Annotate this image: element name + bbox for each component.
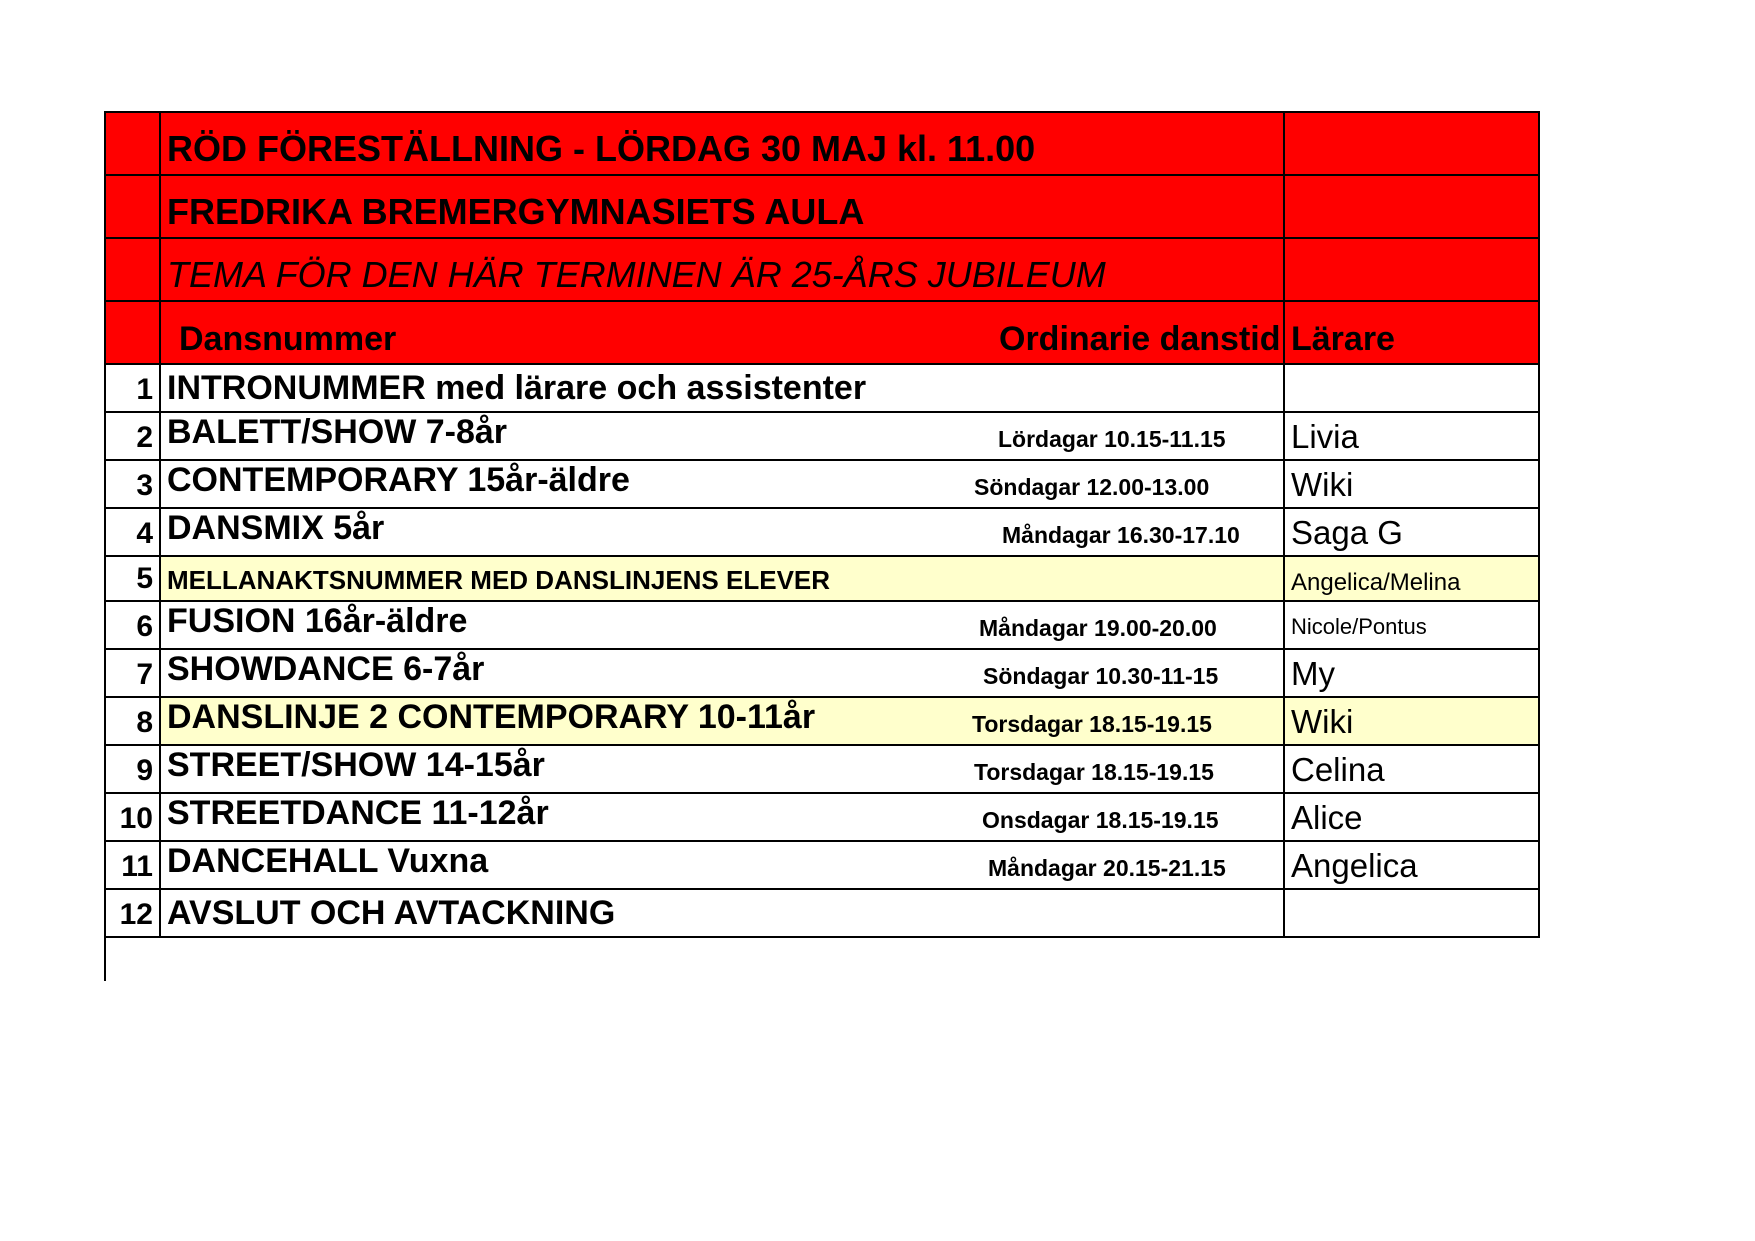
teacher-name: My — [1291, 655, 1335, 692]
header-row-venue — [106, 176, 1540, 239]
dance-name: DANSMIX 5år — [167, 509, 385, 547]
teacher-name: Wiki — [1291, 466, 1354, 503]
teacher-name: Saga G — [1291, 514, 1403, 551]
column-header-row — [106, 302, 1540, 365]
row-number: 7 — [136, 658, 153, 691]
teacher-name: Wiki — [1291, 703, 1354, 740]
program-table — [106, 113, 1540, 938]
table-row — [106, 365, 1540, 413]
dance-name: STREET/SHOW 14-15år — [167, 746, 545, 784]
row-number: 6 — [136, 610, 153, 643]
row-number: 1 — [136, 373, 153, 406]
dance-name: MELLANAKTSNUMMER MED DANSLINJENS ELEVER — [167, 565, 831, 595]
column-header-time: Ordinarie danstid — [999, 320, 1281, 358]
dance-time: Måndagar 20.15-21.15 — [988, 855, 1226, 881]
row-number: 5 — [136, 562, 153, 595]
table-row — [106, 461, 1540, 509]
row-number: 8 — [136, 706, 153, 739]
header-row-theme — [106, 239, 1540, 302]
dance-name: INTRONUMMER med lärare och assistenter — [167, 369, 867, 407]
dance-name: FUSION 16år-äldre — [167, 602, 468, 640]
dance-name: AVSLUT OCH AVTACKNING — [167, 894, 616, 932]
teacher-name: Livia — [1291, 418, 1359, 455]
dance-time: Onsdagar 18.15-19.15 — [982, 807, 1219, 833]
dance-time: Måndagar 19.00-20.00 — [979, 615, 1217, 641]
teacher-name: Celina — [1291, 751, 1385, 788]
row-number: 9 — [136, 754, 153, 787]
row-number: 4 — [136, 517, 153, 550]
dance-time: Söndagar 10.30-11-15 — [983, 663, 1219, 689]
dance-name: DANSLINJE 2 CONTEMPORARY 10-11år — [167, 698, 816, 736]
teacher-name: Angelica — [1291, 847, 1418, 884]
column-header-dance: Dansnummer — [179, 320, 397, 358]
dance-time: Torsdagar 18.15-19.15 — [974, 759, 1214, 785]
dance-time: Lördagar 10.15-11.15 — [998, 426, 1226, 452]
venue-title: FREDRIKA BREMERGYMNASIETS AULA — [167, 191, 865, 232]
table-row — [106, 650, 1540, 698]
dance-name: CONTEMPORARY 15år-äldre — [167, 461, 630, 499]
row-number: 2 — [136, 421, 153, 454]
table-row — [106, 890, 1540, 938]
header-row-title — [106, 113, 1540, 176]
table-row — [106, 698, 1540, 746]
teacher-name: Nicole/Pontus — [1291, 614, 1427, 639]
performance-title: RÖD FÖRESTÄLLNING - LÖRDAG 30 MAJ kl. 11.00 — [167, 128, 1036, 169]
dance-time: Måndagar 16.30-17.10 — [1002, 522, 1240, 548]
dance-time: Torsdagar 18.15-19.15 — [972, 711, 1212, 737]
table-row — [106, 557, 1540, 602]
table-row — [106, 413, 1540, 461]
column-header-teacher: Lärare — [1291, 320, 1395, 358]
table-row — [106, 509, 1540, 557]
dance-name: DANCEHALL Vuxna — [167, 842, 489, 880]
row-number: 12 — [119, 898, 153, 931]
teacher-name: Alice — [1291, 799, 1363, 836]
row-number: 11 — [121, 850, 153, 883]
dance-time: Söndagar 12.00-13.00 — [974, 474, 1210, 500]
row-number: 10 — [119, 802, 153, 835]
dance-name: BALETT/SHOW 7-8år — [167, 413, 508, 451]
dance-name: SHOWDANCE 6-7år — [167, 650, 485, 688]
table-row — [106, 602, 1540, 650]
dance-name: STREETDANCE 11-12år — [167, 794, 549, 832]
table-row — [106, 746, 1540, 794]
row-number: 3 — [136, 469, 153, 502]
theme-text: TEMA FÖR DEN HÄR TERMINEN ÄR 25-ÅRS JUBILEUM — [167, 254, 1106, 295]
table-row — [106, 794, 1540, 842]
table-row — [106, 842, 1540, 890]
teacher-name: Angelica/Melina — [1291, 569, 1461, 596]
